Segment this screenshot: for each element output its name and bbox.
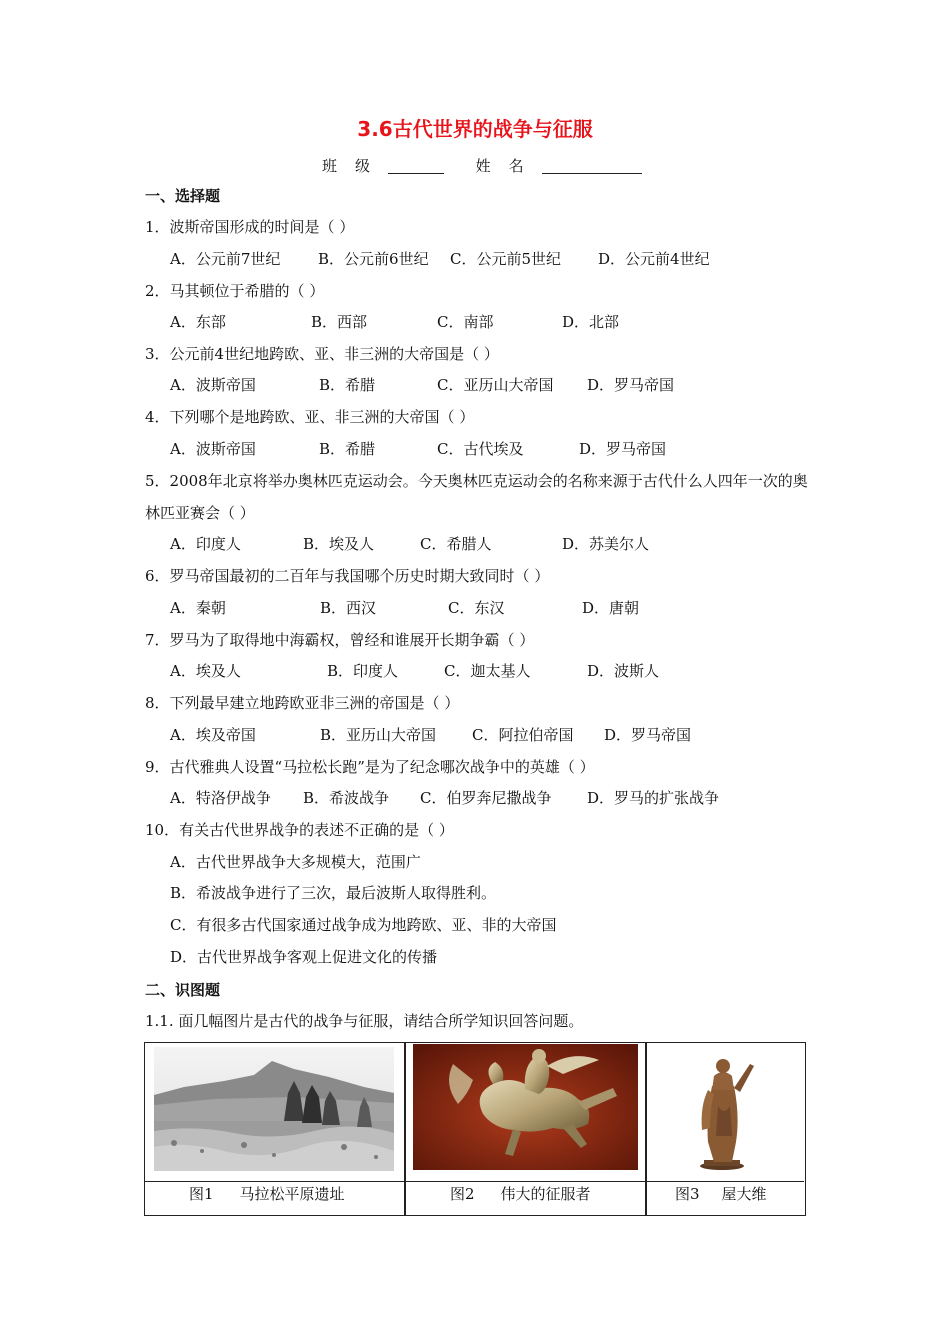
figure-1-label: 图1 — [189, 1185, 214, 1203]
section-heading-figures: 二、识图题 — [145, 981, 221, 999]
option[interactable]: D．公元前4世纪 — [598, 250, 710, 268]
option[interactable]: B．希波战争 — [303, 789, 390, 807]
figure-1-caption — [189, 1183, 345, 1205]
option[interactable]: A．公元前7世纪 — [170, 250, 281, 268]
question-stem: 7．罗马为了取得地中海霸权，曾经和谁展开长期争霸（ ） — [145, 631, 535, 649]
option[interactable]: B．希腊 — [319, 440, 376, 458]
figure-2-label: 图2 — [450, 1185, 475, 1203]
option[interactable]: A．东部 — [170, 313, 226, 331]
option[interactable]: A．秦朝 — [170, 599, 226, 617]
option[interactable]: C．亚历山大帝国 — [437, 376, 554, 394]
option[interactable]: D．罗马帝国 — [579, 440, 667, 458]
page-title: 3.6古代世界的战争与征服 — [357, 117, 593, 141]
figure-2-title: 伟大的征服者 — [500, 1185, 591, 1203]
question-stem: 1．波斯帝国形成的时间是（ ） — [145, 218, 355, 236]
option[interactable]: D．北部 — [562, 313, 620, 331]
option[interactable]: C．伯罗奔尼撒战争 — [420, 789, 552, 807]
option[interactable]: D．苏美尔人 — [562, 535, 650, 553]
option[interactable]: B．公元前6世纪 — [318, 250, 429, 268]
question-stem: 9．古代雅典人设置“马拉松长跑”是为了纪念哪次战争中的英雄（ ） — [145, 758, 595, 776]
question-stem: 10．有关古代世界战争的表述不正确的是（ ） — [145, 821, 454, 839]
option[interactable]: A．特洛伊战争 — [170, 789, 271, 807]
name-blank[interactable] — [542, 157, 642, 174]
option[interactable]: A．波斯帝国 — [170, 440, 256, 458]
option[interactable]: C．南部 — [437, 313, 494, 331]
option[interactable]: B．埃及人 — [303, 535, 375, 553]
option[interactable]: A．埃及帝国 — [170, 726, 256, 744]
question-stem: 8．下列最早建立地跨欧亚非三洲的帝国是（ ） — [145, 694, 460, 712]
option[interactable]: A．印度人 — [170, 535, 241, 553]
figure-table — [144, 1042, 806, 1216]
option[interactable]: C．希腊人 — [420, 535, 492, 553]
figure-question: 1.1. 面几幅图片是古代的战争与征服，请结合所学知识回答问题。 — [145, 1012, 584, 1030]
option[interactable]: A．埃及人 — [170, 662, 241, 680]
option[interactable]: B．亚历山大帝国 — [320, 726, 437, 744]
option[interactable]: D．罗马帝国 — [604, 726, 692, 744]
question-stem: 4．下列哪个是地跨欧、亚、非三洲的大帝国（ ） — [145, 408, 475, 426]
option[interactable]: C．公元前5世纪 — [450, 250, 562, 268]
question-stem: 3．公元前4世纪地跨欧、亚、非三洲的大帝国是（ ） — [145, 345, 499, 363]
option[interactable]: C．迦太基人 — [444, 662, 531, 680]
option[interactable]: B．西部 — [311, 313, 368, 331]
option[interactable]: B．希波战争进行了三次，最后波斯人取得胜利。 — [170, 884, 497, 902]
option[interactable]: B．西汉 — [320, 599, 377, 617]
option[interactable]: D．罗马帝国 — [587, 376, 675, 394]
question-stem: 2．马其顿位于希腊的（ ） — [145, 282, 325, 300]
option[interactable]: C．有很多古代国家通过战争成为地跨欧、亚、非的大帝国 — [170, 916, 557, 934]
option[interactable]: C．东汉 — [448, 599, 505, 617]
student-info — [322, 155, 642, 177]
question-stem: 6．罗马帝国最初的二百年与我国哪个历史时期大致同时（ ） — [145, 567, 550, 585]
option[interactable]: B．希腊 — [319, 376, 376, 394]
option[interactable]: A．古代世界战争大多规模大，范围广 — [170, 853, 421, 871]
question-stem: 5．2008年北京将举办奥林匹克运动会。今天奥林匹克运动会的名称来源于古代什么人四年一次的奥林匹亚赛会（ ） — [145, 472, 808, 522]
option[interactable]: D．古代世界战争客观上促进文化的传播 — [170, 948, 438, 966]
section-heading-choice: 一、选择题 — [145, 187, 221, 205]
option[interactable]: A．波斯帝国 — [170, 376, 256, 394]
figure-3-title: 屋大维 — [721, 1185, 767, 1203]
figure-1-title: 马拉松平原遗址 — [239, 1185, 345, 1203]
figure-2-caption — [450, 1183, 591, 1205]
option[interactable]: D．唐朝 — [582, 599, 640, 617]
option[interactable]: C．阿拉伯帝国 — [472, 726, 574, 744]
figure-3-label: 图3 — [675, 1185, 700, 1203]
name-label: 姓名 — [475, 157, 542, 175]
option[interactable]: B．印度人 — [327, 662, 399, 680]
figure-3-caption — [675, 1183, 767, 1205]
class-label: 班级 — [322, 157, 389, 175]
option[interactable]: D．罗马的扩张战争 — [587, 789, 720, 807]
class-blank[interactable] — [388, 157, 444, 174]
option[interactable]: C．古代埃及 — [437, 440, 524, 458]
option[interactable]: D．波斯人 — [587, 662, 660, 680]
